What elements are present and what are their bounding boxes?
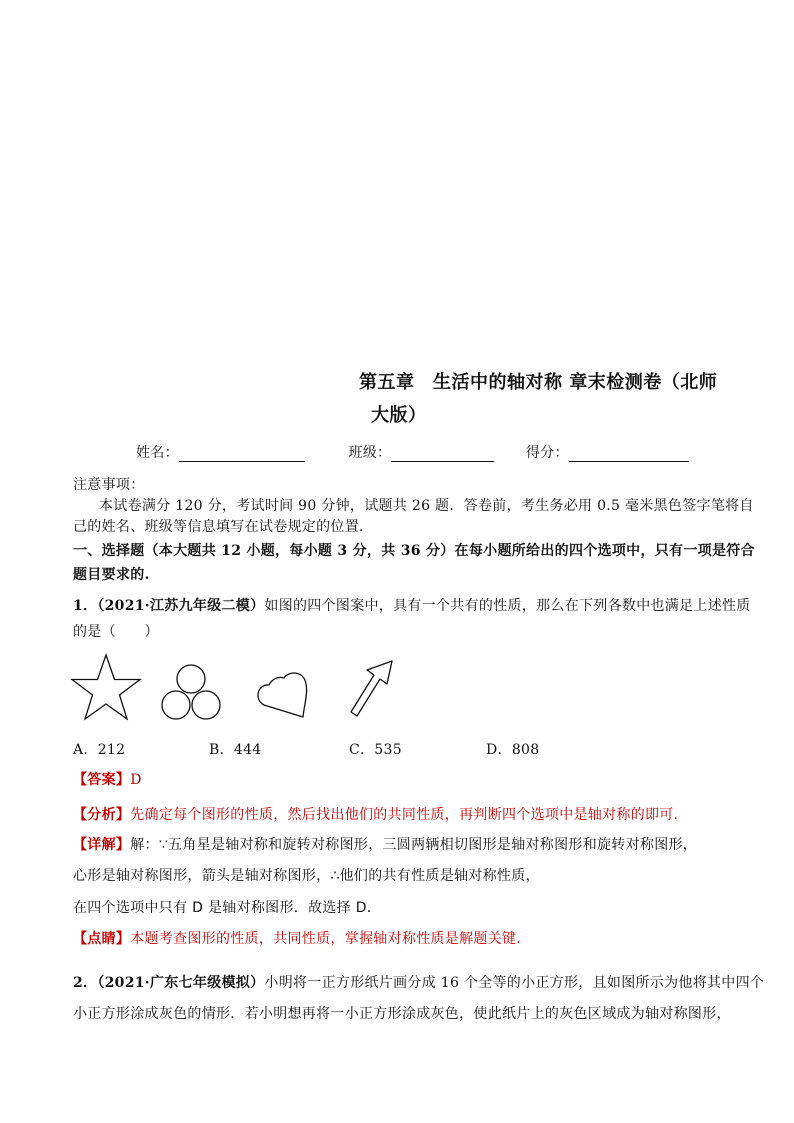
class-blank[interactable] (391, 447, 494, 462)
comment-row (73, 928, 531, 948)
detail-row (73, 834, 697, 854)
detail-line-2: 心形是轴对称图形，箭头是轴对称图形，∴他们的共有性质是轴对称性质， (73, 868, 540, 884)
question-1-stem (73, 595, 751, 615)
question-2-stem-continued: 小正方形涂成灰色的情形．若小明想再将一小正方形涂成灰色，使此纸片上的灰色区域成为轴对称图形， (73, 1006, 731, 1022)
student-info (136, 442, 689, 462)
notice-line-2: 己的姓名、班级等信息填写在试卷规定的位置． (73, 519, 374, 535)
section-heading: 一、选择题（本大题共 12 小题，每小题 3 分，共 36 分）在每小题所给出的四个选项中，只有一项是符合 (73, 543, 755, 559)
name-blank[interactable] (179, 447, 305, 462)
heart-icon (256, 668, 312, 720)
analysis-text: 先确定每个图形的性质，然后找出他们的共同性质，再判断四个选项中是轴对称的即可． (130, 807, 688, 823)
answer-value: D (130, 772, 142, 788)
arrow-icon (344, 658, 396, 720)
question-1-stem-continued: 的是（ ） (73, 624, 159, 640)
comment-tag: 【点睛】 (73, 931, 131, 947)
detail-line-1: 解：∵五角星是轴对称和旋转对称图形，三圆两辆相切图形是轴对称图形和旋转对称图形， (130, 837, 698, 853)
notice-heading: 注意事项： (73, 477, 145, 493)
option-d[interactable]: D．808 (486, 742, 540, 758)
star-icon (70, 652, 142, 722)
option-a[interactable]: A．212 (73, 742, 126, 758)
question-number: 1． (73, 598, 98, 614)
question-text: 如图的四个图案中，具有一个共有的性质，那么在下列各数中也满足上述性质 (264, 598, 751, 614)
name-label: 姓名： (136, 445, 179, 461)
option-b[interactable]: B．444 (209, 742, 262, 758)
class-label: 班级： (348, 445, 392, 461)
question-number: 2． (73, 975, 98, 991)
comment-text: 本题考查图形的性质，共同性质，掌握轴对称性质是解题关键． (130, 931, 531, 947)
answer-tag: 【答案】 (73, 772, 131, 788)
score-label: 得分： (525, 445, 569, 461)
three-circles-icon (158, 662, 224, 724)
question-text: 小明将一正方形纸片画分成 16 个全等的小正方形，且如图所示为他将其中四个 (264, 975, 765, 991)
analysis-tag: 【分析】 (73, 807, 131, 823)
question-2-stem (73, 972, 764, 992)
question-source: （2021·江苏九年级二模） (97, 598, 265, 614)
page-title-continued: 大版） (371, 405, 427, 426)
detail-line-3: 在四个选项中只有 D 是轴对称图形．故选择 D． (73, 900, 382, 916)
question-source: （2021·广东七年级模拟） (97, 975, 265, 991)
score-blank[interactable] (569, 447, 689, 462)
page-title: 第五章 生活中的轴对称 章末检测卷（北师 (359, 372, 718, 393)
analysis-row (73, 804, 688, 824)
detail-tag: 【详解】 (73, 837, 131, 853)
answer-row (73, 769, 142, 789)
notice-line-1: 本试卷满分 120 分，考试时间 90 分钟，试题共 26 题．答卷前，考生务必用 0.5 毫米黑色签字笔将自 (99, 498, 754, 514)
section-heading-continued: 题目要求的. (73, 567, 150, 583)
option-c[interactable]: C．535 (349, 742, 402, 758)
